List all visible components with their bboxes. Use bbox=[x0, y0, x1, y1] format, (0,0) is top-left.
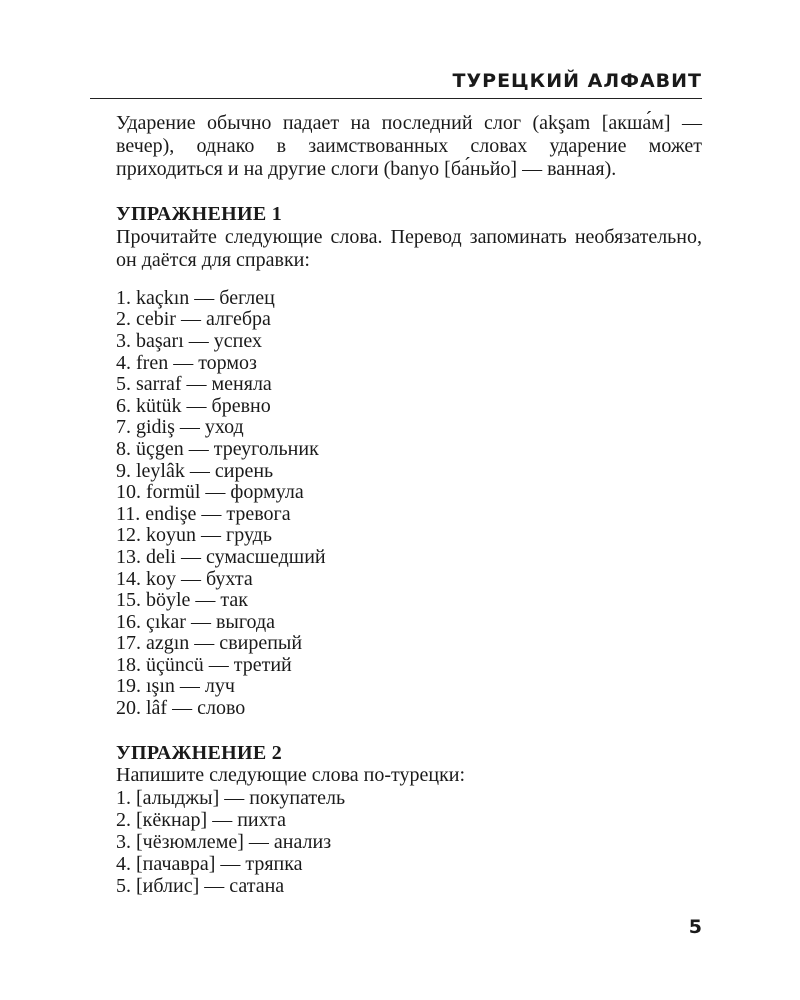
word-list-item: 5. sarraf — меняла bbox=[116, 373, 272, 396]
word-list-item: 14. koy — бухта bbox=[116, 567, 253, 590]
word-list-item: 1. kaçkın — беглец bbox=[116, 286, 275, 309]
running-head-title: ТУРЕЦКИЙ АЛФАВИТ bbox=[452, 70, 702, 92]
transcription-list-item: 4. [пачавра] — тряпка bbox=[116, 853, 303, 876]
word-list-item: 9. leylâk — сирень bbox=[116, 459, 274, 482]
exercise-1-instruction: Прочитайте следующие слова. Перевод запоминать необязательно, он даётся для справки: bbox=[116, 226, 702, 271]
word-list-item: 19. ışın — луч bbox=[116, 675, 235, 698]
word-list-item: 20. lâf — слово bbox=[116, 697, 246, 720]
exercise-1-heading: УПРАЖНЕНИЕ 1 bbox=[116, 203, 283, 226]
transcription-list-item: 5. [иблис] — сатана bbox=[116, 875, 285, 898]
word-list-item: 16. çıkar — выгода bbox=[116, 610, 276, 633]
word-list-item: 17. azgın — свирепый bbox=[116, 632, 303, 655]
word-list-item: 2. cebir — алгебра bbox=[116, 308, 271, 331]
word-list-item: 3. başarı — успех bbox=[116, 329, 262, 352]
page-body bbox=[116, 112, 702, 897]
word-list-item: 6. kütük — бревно bbox=[116, 394, 271, 417]
page-number: 5 bbox=[688, 916, 702, 938]
running-head bbox=[90, 68, 702, 99]
word-list-item: 4. fren — тормоз bbox=[116, 351, 257, 374]
exercise-2-word-list bbox=[116, 787, 702, 897]
exercise-1-word-list bbox=[116, 288, 702, 720]
exercise-2-heading: УПРАЖНЕНИЕ 2 bbox=[116, 741, 283, 764]
transcription-list-item: 1. [алыджы] — покупатель bbox=[116, 787, 346, 810]
word-list-item: 18. üçüncü — третий bbox=[116, 653, 292, 676]
exercise-2-instruction: Напишите следующие слова по-турецки: bbox=[116, 764, 466, 787]
word-list-item: 8. üçgen — треугольник bbox=[116, 437, 319, 460]
word-list-item: 15. böyle — так bbox=[116, 589, 249, 612]
word-list-item: 10. formül — формула bbox=[116, 481, 304, 504]
word-list-item: 11. endişe — тревога bbox=[116, 502, 291, 525]
word-list-item: 12. koyun — грудь bbox=[116, 524, 272, 547]
intro-paragraph: Ударение обычно падает на последний слог (akşam [акша́м] — вечер), однако в заимствованных словах ударение может приходиться и на другие слоги (banyo [ба́ньйо] — ванная). bbox=[116, 112, 702, 180]
transcription-list-item: 2. [кёкнар] — пихта bbox=[116, 809, 286, 832]
word-list-item: 7. gidiş — уход bbox=[116, 416, 244, 439]
word-list-item: 13. deli — сумасшедший bbox=[116, 545, 326, 568]
transcription-list-item: 3. [чёзюмлеме] — анализ bbox=[116, 831, 332, 854]
